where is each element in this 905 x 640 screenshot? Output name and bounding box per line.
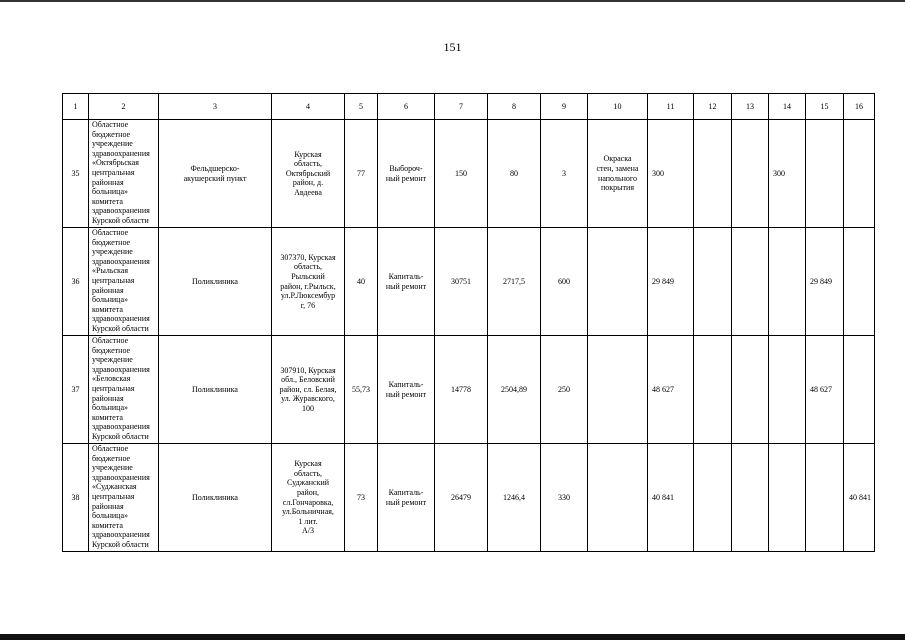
column-5-cell: 55,73 — [345, 336, 378, 444]
column-11-cell: 29 849 — [648, 228, 694, 336]
table-row — [63, 444, 875, 552]
column-number-12: 12 — [694, 94, 732, 120]
column-16-cell — [844, 120, 875, 228]
column-7-cell: 26479 — [435, 444, 488, 552]
organization-cell: Областное бюджетное учреждение здравоохранения «Октябрьская центральная районная больница» комитета здравоохранения Курской области — [89, 120, 159, 228]
row-number: 36 — [63, 228, 89, 336]
column-7-cell: 150 — [435, 120, 488, 228]
work-description-cell — [588, 228, 648, 336]
column-14-cell: 300 — [769, 120, 806, 228]
column-16-cell — [844, 228, 875, 336]
column-5-cell: 73 — [345, 444, 378, 552]
column-12-cell — [694, 444, 732, 552]
column-14-cell — [769, 444, 806, 552]
column-13-cell — [732, 336, 769, 444]
column-9-cell: 330 — [541, 444, 588, 552]
column-number-6: 6 — [378, 94, 435, 120]
facility-cell: Фельдшерско- акушерский пункт — [159, 120, 272, 228]
column-number-9: 9 — [541, 94, 588, 120]
work-description-cell — [588, 444, 648, 552]
column-12-cell — [694, 228, 732, 336]
facility-cell: Поликлиника — [159, 336, 272, 444]
repair-table — [62, 93, 875, 552]
column-number-10: 10 — [588, 94, 648, 120]
column-16-cell: 40 841 — [844, 444, 875, 552]
column-number-8: 8 — [488, 94, 541, 120]
column-15-cell: 48 627 — [806, 336, 844, 444]
column-16-cell — [844, 336, 875, 444]
column-13-cell — [732, 444, 769, 552]
column-number-16: 16 — [844, 94, 875, 120]
row-number: 38 — [63, 444, 89, 552]
repair-type-cell: Капиталь- ный ремонт — [378, 228, 435, 336]
column-11-cell: 40 841 — [648, 444, 694, 552]
organization-cell: Областное бюджетное учреждение здравоохранения «Суджанская центральная районная больница» комитета здравоохранения Курской области — [89, 444, 159, 552]
column-8-cell: 2717,5 — [488, 228, 541, 336]
column-number-4: 4 — [272, 94, 345, 120]
repair-type-cell: Выбороч- ный ремонт — [378, 120, 435, 228]
column-8-cell: 2504,89 — [488, 336, 541, 444]
table-row — [63, 228, 875, 336]
column-12-cell — [694, 120, 732, 228]
column-number-5: 5 — [345, 94, 378, 120]
column-15-cell: 29 849 — [806, 228, 844, 336]
column-number-11: 11 — [648, 94, 694, 120]
column-number-14: 14 — [769, 94, 806, 120]
repair-type-cell: Капиталь- ный ремонт — [378, 444, 435, 552]
scan-bottom-edge — [0, 634, 905, 640]
column-9-cell: 3 — [541, 120, 588, 228]
work-description-cell — [588, 336, 648, 444]
column-number-1: 1 — [63, 94, 89, 120]
organization-cell: Областное бюджетное учреждение здравоохранения «Рыльская центральная районная больница» комитета здравоохранения Курской области — [89, 228, 159, 336]
column-11-cell: 300 — [648, 120, 694, 228]
column-9-cell: 600 — [541, 228, 588, 336]
column-13-cell — [732, 120, 769, 228]
column-11-cell: 48 627 — [648, 336, 694, 444]
column-8-cell: 1246,4 — [488, 444, 541, 552]
address-cell: 307370, Курская область, Рыльский район, г.Рыльск, ул.Р.Люксембур г, 76 — [272, 228, 345, 336]
scan-top-edge — [0, 0, 905, 2]
column-number-3: 3 — [159, 94, 272, 120]
column-5-cell: 77 — [345, 120, 378, 228]
column-number-13: 13 — [732, 94, 769, 120]
column-15-cell — [806, 444, 844, 552]
column-7-cell: 14778 — [435, 336, 488, 444]
address-cell: Курская область, Суджанский район, сл.Гончаровка, ул.Больничная, 1 лит. А/3 — [272, 444, 345, 552]
table-row — [63, 120, 875, 228]
column-9-cell: 250 — [541, 336, 588, 444]
repair-type-cell: Капиталь- ный ремонт — [378, 336, 435, 444]
table-row — [63, 336, 875, 444]
work-description-cell: Окраска стен, замена напольного покрытия — [588, 120, 648, 228]
row-number: 37 — [63, 336, 89, 444]
column-number-2: 2 — [89, 94, 159, 120]
table-header-row — [63, 94, 875, 120]
column-15-cell — [806, 120, 844, 228]
facility-cell: Поликлиника — [159, 444, 272, 552]
column-14-cell — [769, 336, 806, 444]
column-number-15: 15 — [806, 94, 844, 120]
row-number: 35 — [63, 120, 89, 228]
column-8-cell: 80 — [488, 120, 541, 228]
facility-cell: Поликлиника — [159, 228, 272, 336]
column-5-cell: 40 — [345, 228, 378, 336]
column-12-cell — [694, 336, 732, 444]
column-13-cell — [732, 228, 769, 336]
page-number: 151 — [443, 40, 462, 54]
column-14-cell — [769, 228, 806, 336]
address-cell: Курская область, Октябрьский район, д. Авдеева — [272, 120, 345, 228]
column-7-cell: 30751 — [435, 228, 488, 336]
address-cell: 307910, Курская обл., Беловский район, сл. Белая, ул. Журавского, 100 — [272, 336, 345, 444]
organization-cell: Областное бюджетное учреждение здравоохранения «Беловская центральная районная больница» комитета здравоохранения Курской области — [89, 336, 159, 444]
column-number-7: 7 — [435, 94, 488, 120]
